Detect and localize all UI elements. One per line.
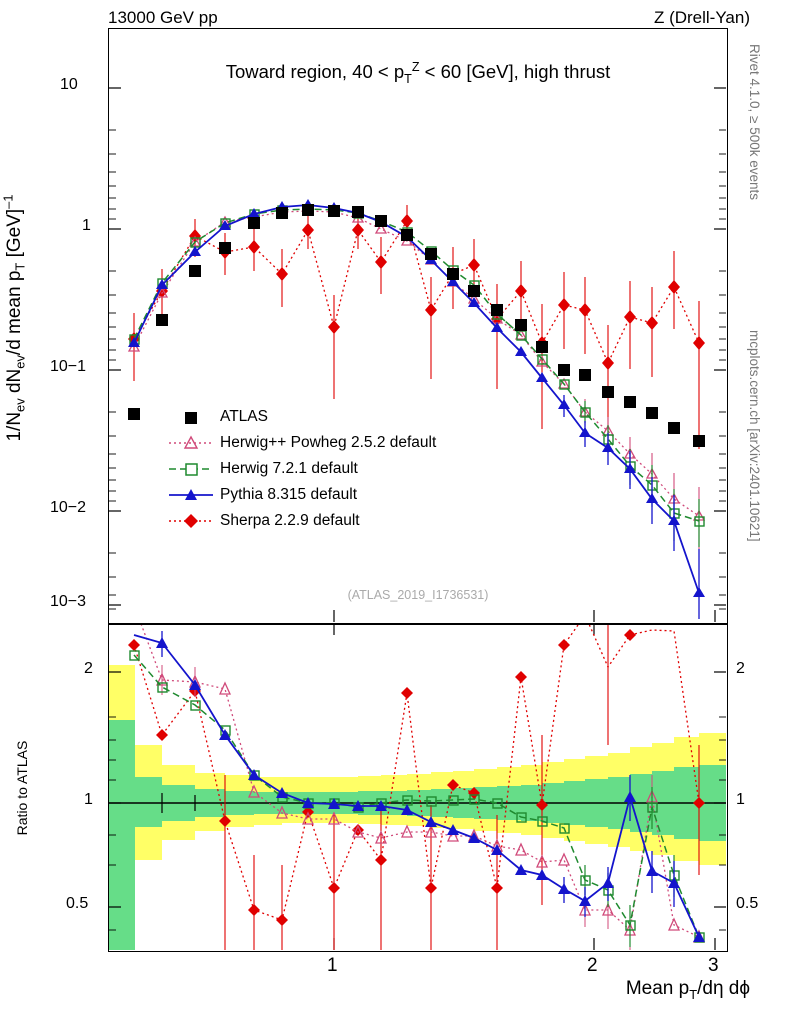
- ratio-plot-svg: [109, 625, 726, 950]
- xtick-2: 2: [587, 955, 598, 976]
- ratio-plot-panel: [108, 624, 728, 952]
- legend-marker-herwig7: [168, 459, 214, 479]
- ratio-ytick-2-left: 2: [84, 660, 93, 677]
- legend-item-herwig7: [168, 456, 436, 482]
- legend-marker-sherpa: [168, 511, 214, 531]
- legend-label-sherpa: Sherpa 2.2.9 default: [220, 512, 360, 529]
- ytick-10: 10: [60, 76, 78, 93]
- plot-title: Toward region, $40 < p_T^Z < 60$ [GeV], high thrust: [225, 60, 611, 86]
- ytick-1e-2: 10−2: [50, 499, 87, 516]
- ytick-1: 1: [82, 217, 91, 234]
- legend-marker-pythia: [168, 485, 214, 505]
- ratio-ytick-2-right: 2: [736, 660, 745, 677]
- xtick-1: 1: [327, 955, 338, 976]
- header-left: 13000 GeV pp: [108, 8, 218, 27]
- ratio-ytick-1-right: 1: [736, 791, 745, 808]
- legend-label-pythia: Pythia 8.315 default: [220, 486, 358, 503]
- legend-label-herwigpp: Herwig++ Powheg 2.5.2 default: [220, 434, 437, 451]
- ytick-1e-3: 10−3: [50, 593, 87, 610]
- rivet-version-label: Rivet 4.1.0, ≥ 500k events: [747, 44, 762, 200]
- ytick-1e-1: 10−1: [50, 358, 87, 375]
- legend-marker-herwigpp: [168, 433, 214, 453]
- analysis-watermark: (ATLAS_2019_I1736531): [347, 588, 489, 602]
- legend-item-pythia: [168, 482, 436, 508]
- header-right: Z (Drell-Yan): [653, 8, 750, 27]
- legend-label-atlas: ATLAS: [220, 408, 268, 425]
- y-axis-label-main: $1/N_{ev}$ $dN_{ev}/d$ mean $p_T$ [GeV]$^{-1}$: [0, 194, 28, 442]
- ratio-ytick-05-left: 0.5: [66, 895, 89, 912]
- series-sherpa-markers: [128, 214, 705, 370]
- legend-item-herwigpp: [168, 430, 436, 456]
- x-axis-label: Mean $p_T/d\eta$ dϕ: [625, 978, 750, 1002]
- ratio-ytick-1-left: 1: [84, 791, 93, 808]
- xtick-3: 3: [708, 955, 719, 976]
- legend-item-sherpa: [168, 508, 436, 534]
- legend-marker-atlas: [168, 407, 214, 427]
- y-axis-label-ratio: Ratio to ATLAS: [14, 740, 30, 836]
- legend-item-atlas: [168, 404, 436, 430]
- ratio-ytick-05-right: 0.5: [736, 895, 759, 912]
- legend-label-herwig7: Herwig 7.2.1 default: [220, 460, 358, 477]
- legend: [168, 404, 436, 534]
- main-plot-panel: [108, 28, 728, 624]
- mcplots-source-label: mcplots.cern.ch [arXiv:2401.10621]: [747, 330, 762, 542]
